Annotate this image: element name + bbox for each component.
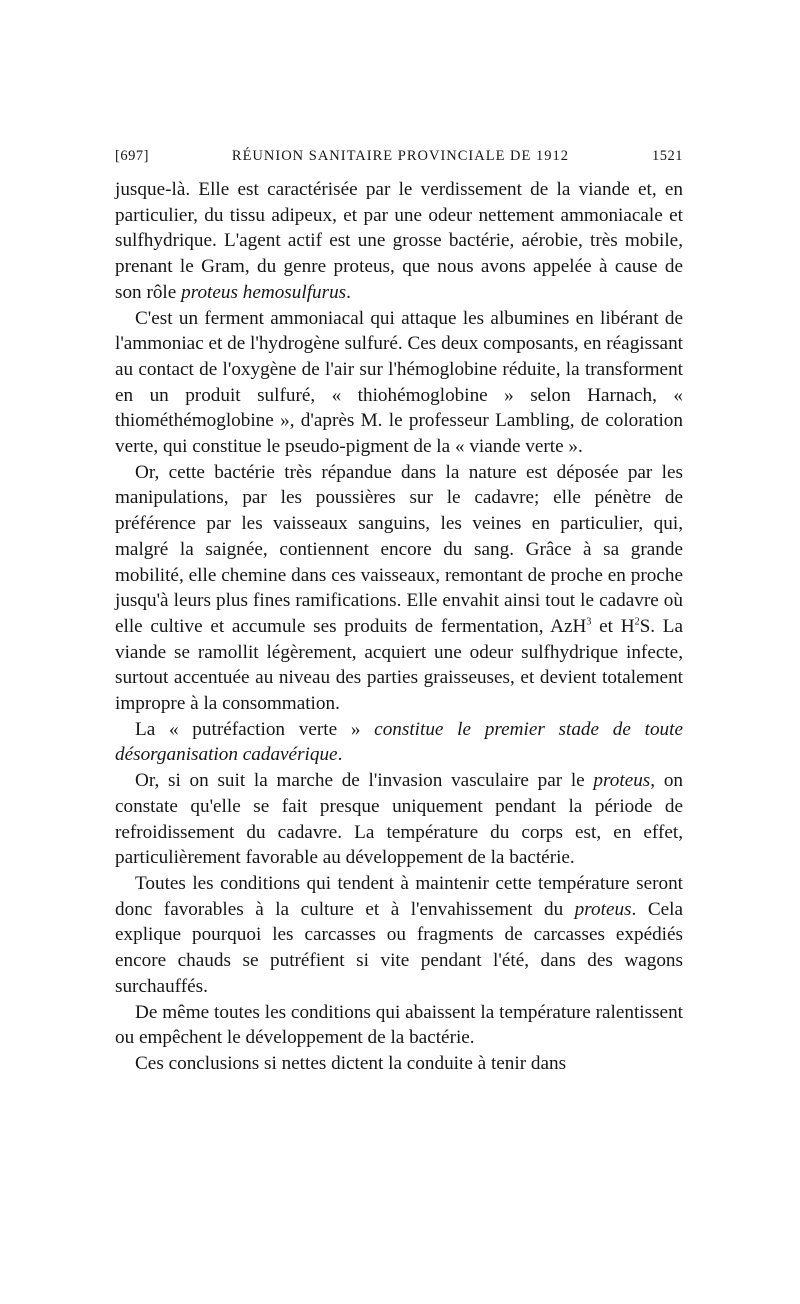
folio-number: [697]	[115, 148, 149, 164]
page-number: 1521	[652, 148, 683, 164]
paragraph-4-text: La « putréfaction verte »	[135, 718, 375, 740]
paragraph-2: C'est un ferment ammoniacal qui attaque les albumines en libérant de l'ammoniac et de l'hydrogène sulfuré. Ces deux composants, en réagissant au contact de l'oxygène de l'air sur l'hémoglobine réduite, la transforment en un produit sulfuré, « thiohémoglobine » selon Harnach, « thiométhémoglobine », d'après M. le professeur Lambling, de coloration verte, qui constitue le pseudo-pigment de la « viande verte ».	[115, 307, 683, 458]
paragraph-5	[115, 768, 683, 871]
paragraph-4	[115, 717, 683, 768]
species-name: proteus	[593, 770, 651, 792]
running-title: RÉUNION SANITAIRE PROVINCIALE DE 1912	[231, 148, 570, 164]
paragraph-5-text: Or, si on suit la marche de l'invasion vasculaire par le	[135, 770, 594, 792]
paragraph-8: Ces conclusions si nettes dictent la conduite à tenir dans	[135, 1052, 567, 1074]
paragraph-6-text-b: . Cela explique pourquoi les carcasses ou fragments de carcasses expédiés encore chauds se putréfient si vite pendant l'été, dans des wagons surchauffés.	[115, 898, 683, 997]
paragraph-4-end: .	[337, 744, 343, 766]
emphasis-text: constitue le premier stade de toute désorganisation cadavérique	[115, 718, 684, 766]
paragraph-6-text: Toutes les conditions qui tendent à maintenir cette température seront donc favorables à la culture et à l'envahissement du	[115, 872, 683, 920]
document-page	[115, 148, 683, 1077]
species-name: proteus hemosulfurus	[181, 281, 347, 303]
species-name: proteus	[574, 898, 632, 920]
paragraph-7: De même toutes les conditions qui abaissent la température ralentissent ou empêchent le développement de la bactérie.	[115, 1001, 683, 1049]
paragraph-6	[115, 871, 683, 1000]
paragraph-3-text-c: S. La viande se ramollit légèrement, acquiert une odeur sulfhydrique infecte, surtout accentuée au niveau des parties graisseuses, et devient totalement impropre à la consommation.	[115, 615, 683, 715]
paragraph-5-text-b: , on constate qu'elle se fait presque uniquement pendant la période de refroidissement du cadavre. La température du corps est, en effet, particulièrement favorable au développement de la bactérie.	[115, 770, 684, 869]
paragraph-1-end: .	[346, 281, 351, 303]
paragraph-3	[115, 460, 683, 717]
paragraph-1	[115, 177, 683, 306]
running-header	[115, 148, 683, 165]
superscript: 3	[586, 616, 592, 628]
body-text	[115, 177, 683, 1077]
superscript: 2	[634, 616, 640, 628]
paragraph-1-text: jusque-là. Elle est caractérisée par le verdissement de la viande et, en particulier, du tissu adipeux, et par une odeur nettement ammoniacale et sulfhydrique. L'agent actif est une grosse bactérie, aérobie, très mobile, prenant le Gram, du genre proteus, que nous avons appelée à cause de son rôle	[115, 179, 683, 303]
paragraph-3-text-b: et H	[591, 615, 635, 637]
paragraph-3-text: Or, cette bactérie très répandue dans la nature est déposée par les manipulations, par les poussières sur le cadavre; elle pénètre de préférence par les vaisseaux sanguins, les veines en particulier, qui, malgré la saignée, contiennent encore du sang. Grâce à sa grande mobilité, elle chemine dans ces vaisseaux, remontant de proche en proche jusqu'à leurs plus fines ramifications. Elle envahit ainsi tout le cadavre où elle cultive et accumule ses produits de fermentation, AzH	[115, 461, 683, 637]
